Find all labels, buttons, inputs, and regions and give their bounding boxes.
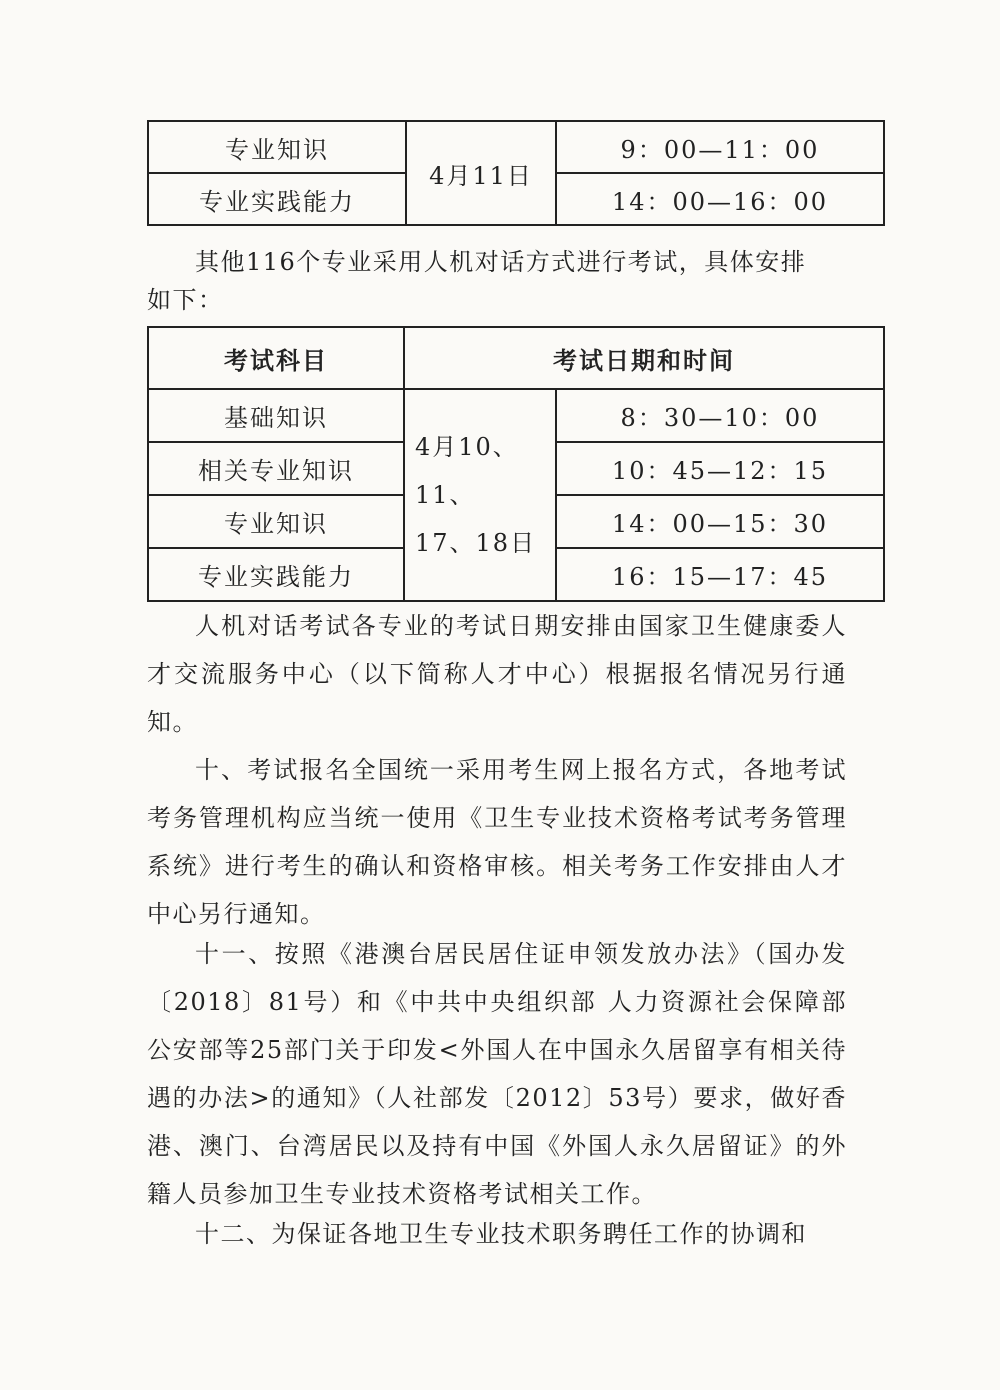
date-line: 4月10、11、	[415, 433, 519, 509]
date-cell	[404, 389, 556, 601]
item-twelve-paragraph: 十二、为保证各地卫生专业技术职务聘任工作的协调和	[195, 1220, 807, 1248]
time-cell: 9：00—11：00	[556, 121, 884, 173]
header-subject: 考试科目	[148, 327, 404, 389]
subject-cell: 专业实践能力	[148, 548, 404, 601]
time-cell: 14：00—16：00	[556, 173, 884, 225]
date-cell: 4月11日	[406, 121, 556, 225]
table-row	[148, 121, 884, 173]
intro-paragraph-line2: 如下：	[147, 286, 224, 314]
item-eleven-paragraph: 十一、按照《港澳台居民居住证申领发放办法》（国办发〔2018〕81号）和《中共中央组织部 人力资源社会保障部 公安部等25部门关于印发<外国人在中国永久居留享有相关待遇的办法>的通知》（人社部发〔2012〕53号）要求，做好香港、澳门、台湾居民以及持有中国《外国人永久居留证》的外籍人员参加卫生专业技术资格考试相关工作。	[147, 940, 847, 1208]
table-row	[148, 389, 884, 442]
date-line: 17、18日	[415, 529, 537, 557]
subject-cell: 基础知识	[148, 389, 404, 442]
time-cell: 16：15—17：45	[556, 548, 884, 601]
subject-cell: 专业知识	[148, 495, 404, 548]
item-ten-paragraph: 十、考试报名全国统一采用考生网上报名方式，各地考试考务管理机构应当统一使用《卫生专业技术资格考试考务管理系统》进行考生的确认和资格审核。相关考务工作安排由人才中心另行通知。	[147, 756, 847, 928]
intro-paragraph-line1: 其他116个专业采用人机对话方式进行考试，具体安排	[195, 248, 807, 276]
subject-cell: 相关专业知识	[148, 442, 404, 495]
header-datetime: 考试日期和时间	[404, 327, 884, 389]
time-cell: 14：00—15：30	[556, 495, 884, 548]
subject-cell: 专业实践能力	[148, 173, 406, 225]
exam-schedule-table-computer	[147, 326, 885, 602]
subject-cell: 专业知识	[148, 121, 406, 173]
machine-exam-paragraph: 人机对话考试各专业的考试日期安排由国家卫生健康委人才交流服务中心（以下简称人才中心）根据报名情况另行通知。	[147, 612, 847, 736]
table-header-row	[148, 327, 884, 389]
exam-schedule-table-written	[147, 120, 885, 226]
time-cell: 8：30—10：00	[556, 389, 884, 442]
time-cell: 10：45—12：15	[556, 442, 884, 495]
